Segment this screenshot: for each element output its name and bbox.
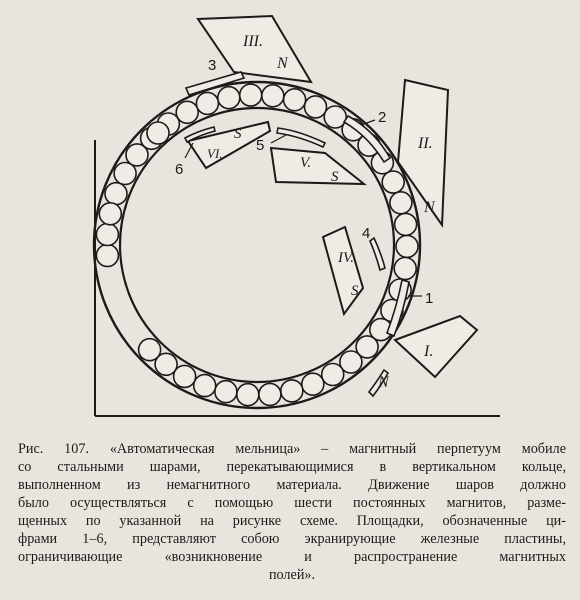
steel-ball — [96, 224, 118, 246]
steel-ball — [237, 384, 259, 406]
leader-5 — [271, 135, 286, 143]
magnet-label-IV: IV. — [338, 250, 354, 266]
steel-ball — [395, 213, 417, 235]
steel-ball — [215, 381, 237, 403]
steel-ball — [262, 85, 284, 107]
magnet-label-II: II. — [418, 135, 433, 152]
steel-ball — [96, 245, 118, 267]
steel-ball — [259, 383, 281, 405]
plate-number-3: 3 — [208, 57, 217, 74]
magnet-V — [271, 148, 364, 184]
steel-ball — [139, 339, 161, 361]
magnet-label-III: III. — [243, 33, 263, 50]
plate-4 — [370, 238, 385, 270]
steel-ball — [218, 87, 240, 109]
plate-number-1: 1 — [425, 290, 434, 307]
steel-ball — [382, 171, 404, 193]
steel-ball — [240, 84, 262, 106]
plate-5 — [277, 128, 325, 147]
caption-line: выполненном из немагнитного материала. Движение шаров должно — [18, 477, 566, 493]
steel-ball — [394, 258, 416, 280]
caption-line: полей». — [268, 567, 316, 583]
magnet-label-VI: VI. — [207, 146, 223, 161]
leader-6 — [185, 143, 193, 158]
pole-label-IV: S — [351, 283, 359, 299]
steel-ball — [176, 101, 198, 123]
steel-ball — [322, 364, 344, 386]
magnet-IV — [323, 227, 363, 314]
steel-ball — [281, 380, 303, 402]
steel-ball — [196, 92, 218, 114]
caption-line: со стальными шарами, перекатывающимися в вертикальном кольце, — [18, 459, 566, 475]
caption-line: ограничивающие «возникновение и распространение магнитных — [18, 549, 566, 565]
plate-number-4: 4 — [362, 225, 371, 242]
pole-label-VI: S — [234, 126, 242, 142]
steel-ball — [390, 192, 412, 214]
steel-ball — [105, 183, 127, 205]
caption-line: фрами 1–6, представляют собою экранирующие железные пластины, — [18, 531, 566, 547]
pole-label-V: S — [331, 169, 339, 185]
caption-line: было осуществляться с помощью шести постоянных магнитов, разме- — [18, 495, 566, 511]
figure-caption — [18, 440, 566, 584]
caption-line: щенных по указанной на рисунке схеме. Площадки, обозначенные ци- — [18, 513, 566, 529]
steel-ball — [396, 235, 418, 257]
steel-ball — [302, 373, 324, 395]
magnet-label-I: I. — [424, 343, 434, 360]
plate-number-2: 2 — [378, 109, 387, 126]
magnet-label-V: V. — [300, 155, 311, 171]
steel-ball — [194, 375, 216, 397]
pole-label-I: N — [378, 374, 389, 391]
plate-number-6: 6 — [175, 161, 184, 178]
plate-number-5: 5 — [256, 137, 265, 154]
steel-ball — [99, 203, 121, 225]
steel-ball — [147, 122, 169, 144]
pole-label-III: N — [277, 55, 288, 72]
steel-ball — [284, 89, 306, 111]
pole-label-II: N — [424, 199, 435, 216]
steel-ball — [305, 96, 327, 118]
caption-line: Рис. 107. «Автоматическая мельница» – магнитный перпетуум мобиле — [18, 441, 566, 457]
magnet-I — [395, 316, 477, 377]
